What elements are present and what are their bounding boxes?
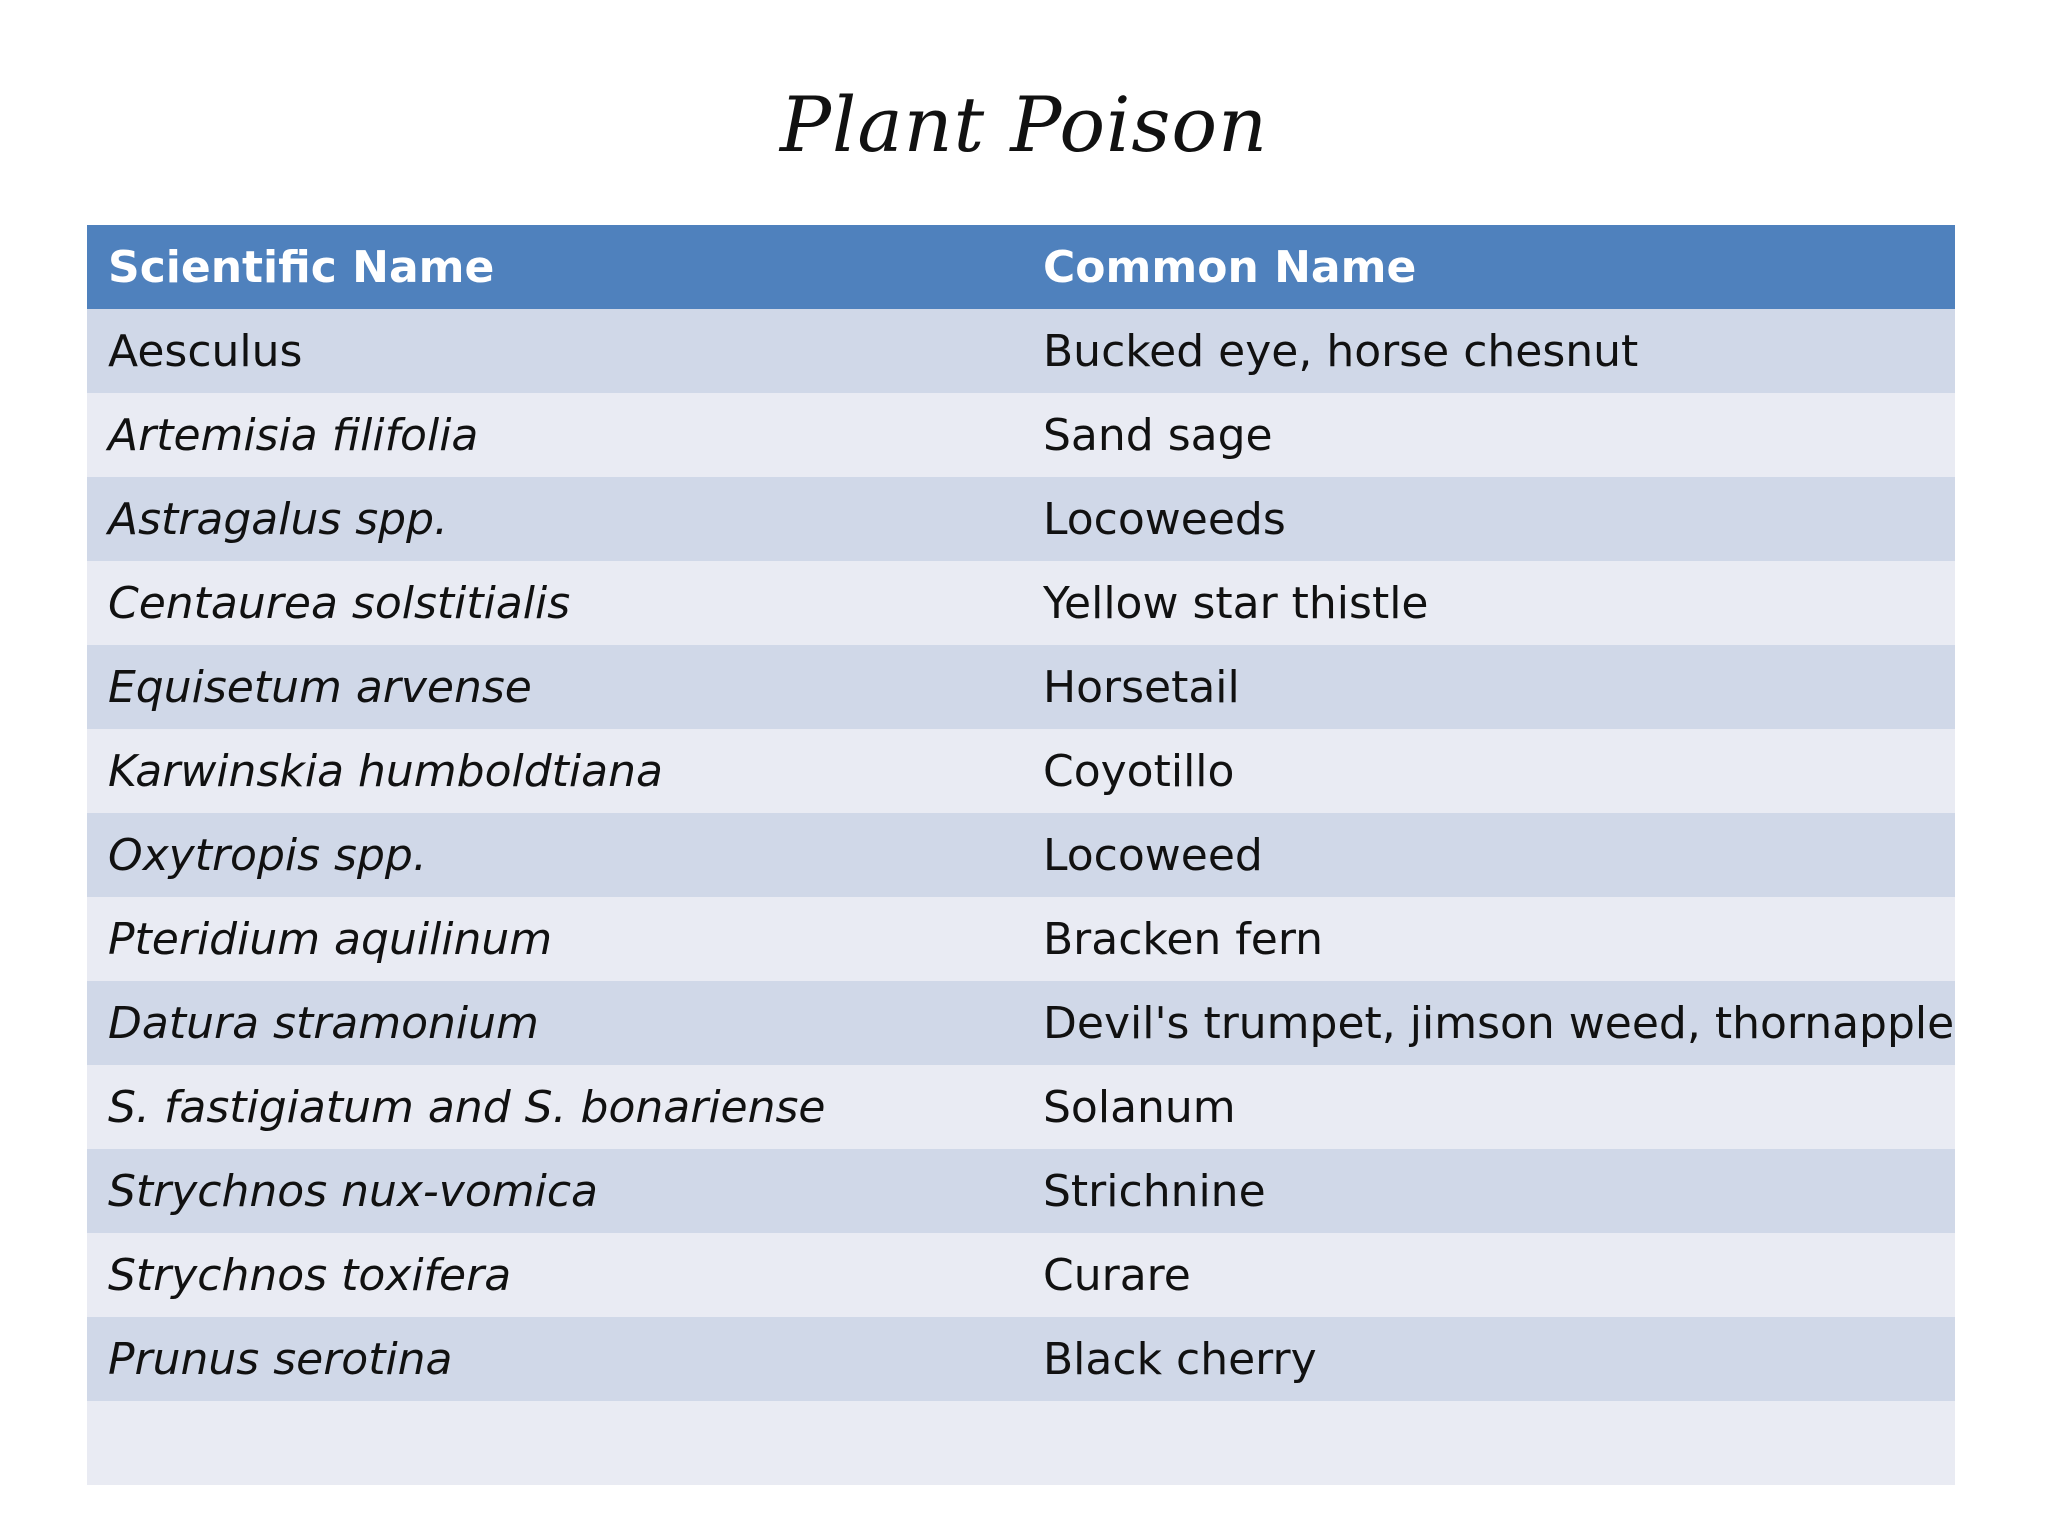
common-name-cell: Locoweeds	[1043, 493, 1286, 545]
scientific-name-cell: Oxytropis spp.	[108, 829, 427, 881]
common-name-cell: Yellow star thistle	[1043, 577, 1429, 629]
slide-title: Plant Poison	[779, 80, 1269, 169]
common-name-cell: Horsetail	[1043, 661, 1240, 713]
scientific-name-cell: Astragalus spp.	[108, 493, 449, 545]
common-name-cell: Devil's trumpet, jimson weed, thornapple	[1043, 997, 1955, 1049]
table-row-empty	[87, 1401, 1955, 1485]
common-name-cell: Strichnine	[1043, 1165, 1266, 1217]
table-row	[87, 645, 1955, 729]
table-row	[87, 393, 1955, 477]
scientific-name-cell: Centaurea solstitialis	[108, 577, 571, 629]
common-name-cell: Solanum	[1043, 1081, 1236, 1133]
scientific-name-cell: Karwinskia humboldtiana	[108, 745, 663, 797]
scientific-name-cell: S. fastigiatum and S. bonariense	[108, 1081, 826, 1133]
scientific-name-cell: Strychnos nux-vomica	[108, 1165, 598, 1217]
table-row	[87, 561, 1955, 645]
header-scientific-name: Scientific Name	[108, 241, 495, 293]
scientific-name-cell: Datura stramonium	[108, 997, 539, 1049]
plant-poison-table	[87, 225, 1955, 1485]
common-name-cell: Locoweed	[1043, 829, 1263, 881]
scientific-name-cell: Artemisia filifolia	[108, 409, 479, 461]
scientific-name-cell: Aesculus	[108, 325, 303, 377]
table-row	[87, 1065, 1955, 1149]
common-name-cell: Coyotillo	[1043, 745, 1235, 797]
table-row	[87, 1149, 1955, 1233]
common-name-cell: Black cherry	[1043, 1333, 1317, 1385]
common-name-cell: Bracken fern	[1043, 913, 1324, 965]
table-row	[87, 477, 1955, 561]
header-common-name: Common Name	[1043, 241, 1417, 293]
table-row	[87, 897, 1955, 981]
scientific-name-cell: Prunus serotina	[108, 1333, 453, 1385]
table-header-row	[87, 225, 1955, 309]
scientific-name-cell: Pteridium aquilinum	[108, 913, 553, 965]
table-row	[87, 813, 1955, 897]
table-row	[87, 309, 1955, 393]
table-row	[87, 729, 1955, 813]
common-name-cell: Curare	[1043, 1249, 1191, 1301]
common-name-cell: Bucked eye, horse chesnut	[1043, 325, 1639, 377]
table-row	[87, 1233, 1955, 1317]
table-row	[87, 1317, 1955, 1401]
table-row	[87, 981, 1955, 1065]
common-name-cell: Sand sage	[1043, 409, 1273, 461]
scientific-name-cell: Strychnos toxifera	[108, 1249, 512, 1301]
scientific-name-cell: Equisetum arvense	[108, 661, 532, 713]
